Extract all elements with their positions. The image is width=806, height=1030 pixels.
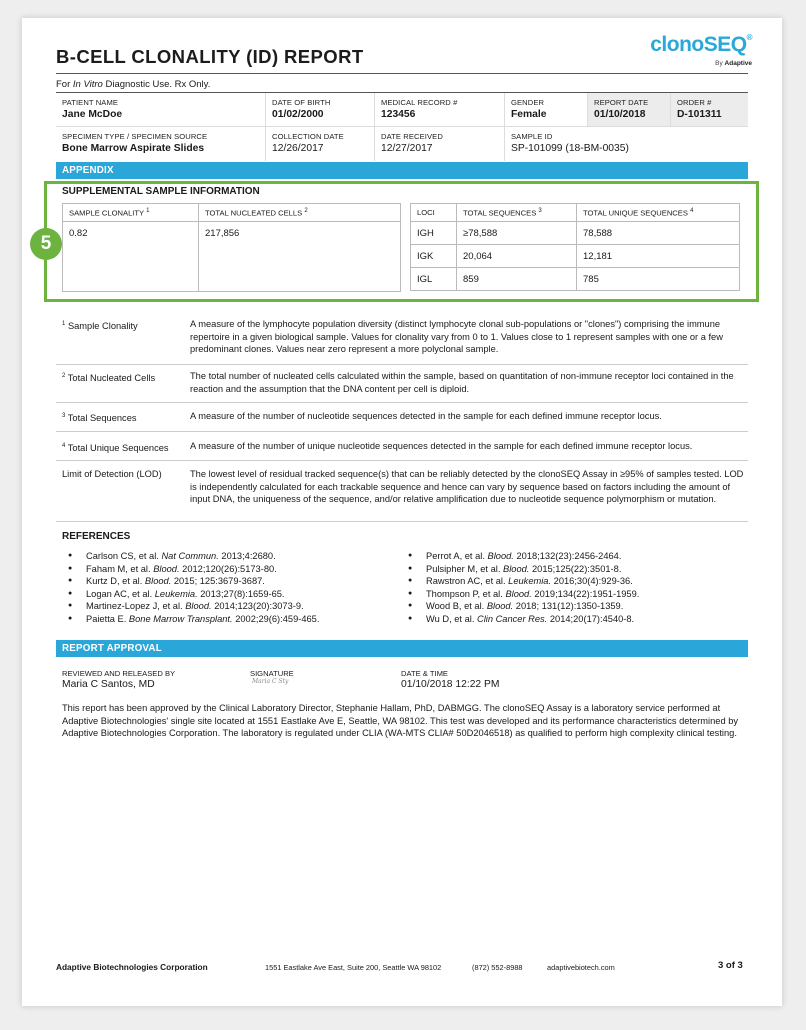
patient-info-row (56, 93, 748, 127)
definitions-list (56, 314, 748, 522)
total-seq-header (457, 204, 577, 222)
definition-term-text: Total Unique Sequences (67, 443, 169, 454)
list-item (402, 588, 748, 601)
ref-citation: 2015; 125:3679-3687. (173, 576, 265, 586)
gender-value: Female (511, 109, 547, 120)
order-number-label: ORDER # (677, 98, 712, 107)
collection-date-value: 12/26/2017 (272, 143, 324, 154)
definition-term-text: Total Sequences (67, 413, 137, 424)
report-date-value: 01/10/2018 (594, 109, 646, 120)
list-item (402, 600, 748, 613)
ref-authors: Kurtz D, et al. (86, 576, 143, 586)
ref-authors: Perrot A, et al. (426, 551, 485, 561)
specimen-type-value: Bone Marrow Aspirate Slides (62, 143, 205, 154)
ref-citation: 2002;29(6):459-465. (235, 613, 320, 624)
ref-authors: Martinez-Lopez J, et al. (86, 601, 183, 611)
specimen-type-cell (56, 127, 265, 161)
footer-company: Adaptive Biotechnologies Corporation (56, 962, 208, 972)
clonality-table (62, 203, 401, 292)
ref-citation: 2018; 131(12):1350-1359. (515, 601, 624, 611)
total-seq-footnote-mark: 3 (538, 207, 542, 214)
ref-citation: 2015;125(22):3501-8. (531, 563, 622, 574)
report-date-cell (587, 93, 670, 126)
specimen-info-row (56, 127, 748, 161)
page-number: 3 of 3 (718, 960, 743, 971)
total-cell: ≥78,588 (457, 222, 577, 245)
ref-citation: 2012;120(26):5173-80. (182, 563, 277, 574)
reviewed-label: REVIEWED AND RELEASED BY (62, 669, 176, 678)
list-item (62, 563, 402, 576)
logo-brand: clonoSEQ (650, 33, 747, 56)
mrn-label: MEDICAL RECORD # (381, 98, 458, 107)
locus-cell: IGK (411, 245, 457, 268)
footer-address: 1551 Eastlake Ave East, Suite 200, Seattle WA 98102 (265, 963, 442, 972)
definition-footnote-mark: 3 (62, 413, 66, 419)
definition-term (62, 410, 190, 423)
specimen-type-label: SPECIMEN TYPE / SPECIMEN SOURCE (62, 132, 208, 141)
nucleated-header-text: TOTAL NUCLEATED CELLS (205, 208, 303, 218)
dob-value: 01/02/2000 (272, 109, 324, 120)
ref-authors: Thompson P, et al. (426, 588, 503, 599)
ref-journal: Blood. (505, 588, 532, 599)
ref-journal: Leukemia. (154, 588, 198, 599)
loci-table (410, 203, 740, 291)
list-item (402, 550, 748, 563)
footer-phone: (872) 552-8988 (472, 963, 523, 972)
definition-desc: A measure of the number of unique nucleotide sequences detected in the sample for each defined immune receptor locus. (190, 441, 693, 451)
table-row (411, 245, 740, 268)
loci-header: LOCI (411, 204, 457, 222)
appendix-bar: APPENDIX (56, 162, 748, 179)
patient-name-cell (56, 93, 265, 126)
sample-id-cell (504, 127, 748, 161)
total-cell: 859 (457, 268, 577, 291)
date-received-value: 12/27/2017 (381, 143, 433, 154)
sample-id-value: SP-101099 (18-BM-0035) (511, 143, 629, 154)
total-cell: 20,064 (457, 245, 577, 268)
definition-footnote-mark: 2 (62, 373, 66, 379)
date-received-cell (374, 127, 504, 161)
supplemental-title: SUPPLEMENTAL SAMPLE INFORMATION (62, 186, 260, 197)
ref-authors: Wu D, et al. (426, 613, 475, 624)
ref-authors: Rawstron AC, et al. (426, 576, 506, 586)
definition-desc: A measure of the number of nucleotide sequences detected in the sample for each defined immune receptor locus. (190, 411, 662, 421)
table-row (411, 268, 740, 291)
dob-label: DATE OF BIRTH (272, 98, 331, 107)
ref-authors: Wood B, et al. (426, 601, 485, 611)
ref-journal: Blood. (486, 601, 514, 611)
references-left (62, 550, 402, 625)
patient-name-label: PATIENT NAME (62, 98, 119, 107)
clonality-header-text: SAMPLE CLONALITY (69, 208, 144, 218)
nucleated-footnote-mark: 2 (304, 207, 308, 214)
ref-journal: Nat Commun. (161, 551, 219, 561)
report-date-label: REPORT DATE (594, 98, 649, 107)
datetime-label: DATE & TIME (401, 669, 448, 678)
collection-date-label: COLLECTION DATE (272, 132, 344, 141)
unique-seq-header (577, 204, 740, 222)
locus-cell: IGL (411, 268, 457, 291)
ref-authors: Paietta E. (86, 613, 127, 624)
title-rule (56, 73, 748, 74)
patient-name-value: Jane McDoe (62, 109, 123, 120)
ref-journal: Blood. (487, 551, 514, 561)
ref-citation: 2013;27(8):1659-65. (200, 588, 285, 599)
definition-term-text: Limit of Detection (LOD) (62, 469, 162, 479)
gender-cell (504, 93, 587, 126)
definition-footnote-mark: 1 (62, 321, 66, 327)
unique-cell: 12,181 (577, 245, 740, 268)
unique-cell: 78,588 (577, 222, 740, 245)
ref-authors: Pulsipher M, et al. (426, 563, 501, 574)
reviewed-value: Maria C Santos, MD (62, 679, 155, 690)
total-seq-header-text: TOTAL SEQUENCES (463, 208, 537, 218)
clonality-header (63, 204, 199, 222)
definition-row (56, 461, 748, 522)
order-number-value: D-101311 (677, 109, 722, 120)
ref-citation: 2018;132(23):2456-2464. (516, 551, 622, 561)
date-received-label: DATE RECEIVED (381, 132, 443, 141)
list-item (402, 575, 748, 588)
definition-footnote-mark: 4 (62, 443, 66, 449)
list-item (62, 613, 402, 626)
ref-citation: 2019;134(22):1951-1959. (534, 588, 640, 599)
list-item (62, 588, 402, 601)
approval-statement: This report has been approved by the Clinical Laboratory Director, Stephanie Hallam, PhD, DABMGG. The clonoSEQ Assay is a laboratory service performed at Adaptive Biotechnologies' single site located at 1551 Eastlake Ave E, Seattle, WA 98102. This test was developed and its performance characteristics determined by Adaptive Biotechnologies Corporation. The laboratory is regulated under CLIA (WA-MTS CLIA# 50D2046518) as qualified to perform high complexity clinical testing. (62, 703, 739, 738)
datetime-value: 01/10/2018 12:22 PM (401, 679, 500, 690)
ref-citation: 2014;20(17):4540-8. (549, 613, 635, 624)
ivd-notice (56, 79, 210, 90)
definition-term (62, 370, 190, 394)
report-title: B-CELL CLONALITY (ID) REPORT (56, 46, 364, 67)
ivd-prefix: For (56, 79, 71, 90)
definition-row (56, 432, 748, 461)
ref-journal: Bone Marrow Transplant. (128, 613, 233, 624)
ref-citation: 2016;30(4):929-36. (553, 576, 633, 586)
locus-cell: IGH (411, 222, 457, 245)
ivd-italic: In Vitro (72, 79, 103, 90)
nucleated-value: 217,856 (199, 222, 401, 292)
definition-term (62, 440, 190, 452)
definition-row (56, 403, 748, 432)
definition-term (62, 318, 190, 356)
list-item (62, 600, 402, 613)
ref-journal: Leukemia. (508, 576, 552, 586)
logo-by: By (715, 60, 723, 67)
unique-seq-footnote-mark: 4 (690, 207, 694, 214)
list-item (402, 613, 748, 626)
definition-row (56, 314, 748, 365)
clonality-footnote-mark: 1 (146, 207, 150, 214)
report-page (22, 18, 782, 1006)
references-right (402, 550, 748, 625)
clonality-value: 0.82 (63, 222, 199, 292)
definition-term-text: Total Nucleated Cells (67, 373, 156, 384)
report-approval-bar: REPORT APPROVAL (56, 640, 748, 657)
definition-desc: The lowest level of residual tracked sequence(s) that can be reliably detected by the clonoSEQ Assay in ≥95% of samples tested. LOD is independently calculated for each trackable sequence and hence can vary by sequence based on factors including the amount of input DNA, the uniqueness of the sequence, and/or relative amplification due to nucleotide sequence polymorphism or mutation. (190, 469, 744, 504)
unique-seq-header-text: TOTAL UNIQUE SEQUENCES (583, 208, 688, 218)
ref-journal: Clin Cancer Res. (477, 613, 548, 624)
ref-journal: Blood. (503, 563, 530, 574)
mrn-value: 123456 (381, 109, 416, 120)
ref-authors: Carlson CS, et al. (86, 551, 159, 561)
gender-label: GENDER (511, 98, 545, 107)
definition-desc: A measure of the lymphocyte population diversity (distinct lymphocyte clonal sub-populations or "clones") comprising the immune repertoire in a given biological sample. Values for clonality vary from 0 to 1. Values close to 1 represent samples with one or a few predominant clones. Values near zero represent a more polyclonal sample. (190, 319, 723, 354)
unique-cell: 785 (577, 268, 740, 291)
table-row (411, 222, 740, 245)
nucleated-header (199, 204, 401, 222)
ref-journal: Blood. (185, 601, 212, 611)
ref-authors: Faham M, et al. (86, 563, 151, 574)
ref-journal: Blood. (144, 576, 172, 586)
order-number-cell (670, 93, 748, 126)
ref-citation: 2013;4:2680. (221, 551, 276, 561)
sample-id-label: SAMPLE ID (511, 132, 553, 141)
list-item (402, 563, 748, 576)
footer-website[interactable]: adaptivebiotech.com (547, 963, 615, 972)
definition-term-text: Sample Clonality (67, 321, 138, 332)
step-badge: 5 (30, 228, 62, 260)
list-item (62, 550, 402, 563)
collection-date-cell (265, 127, 374, 161)
ivd-suffix: Diagnostic Use. Rx Only. (105, 79, 211, 90)
signature-image: Maria C Sty (252, 678, 289, 685)
definition-row (56, 365, 748, 403)
logo-company: Adaptive (724, 60, 752, 67)
definition-desc: The total number of nucleated cells calculated within the sample, based on quantitation of non-immune receptor loci contained in the reaction and the assumption that the DNA content per cell is diploid. (190, 371, 734, 394)
dob-cell (265, 93, 374, 126)
references-title: REFERENCES (62, 531, 131, 542)
signature-label: SIGNATURE (250, 669, 294, 678)
clonoseq-logo (632, 33, 752, 83)
logo-registered-mark: ® (746, 33, 752, 42)
mrn-cell (374, 93, 504, 126)
list-item (62, 575, 402, 588)
definition-term (62, 468, 190, 513)
ref-journal: Blood. (153, 563, 180, 574)
ref-authors: Logan AC, et al. (86, 588, 153, 599)
ref-citation: 2014;123(20):3073-9. (214, 601, 304, 611)
